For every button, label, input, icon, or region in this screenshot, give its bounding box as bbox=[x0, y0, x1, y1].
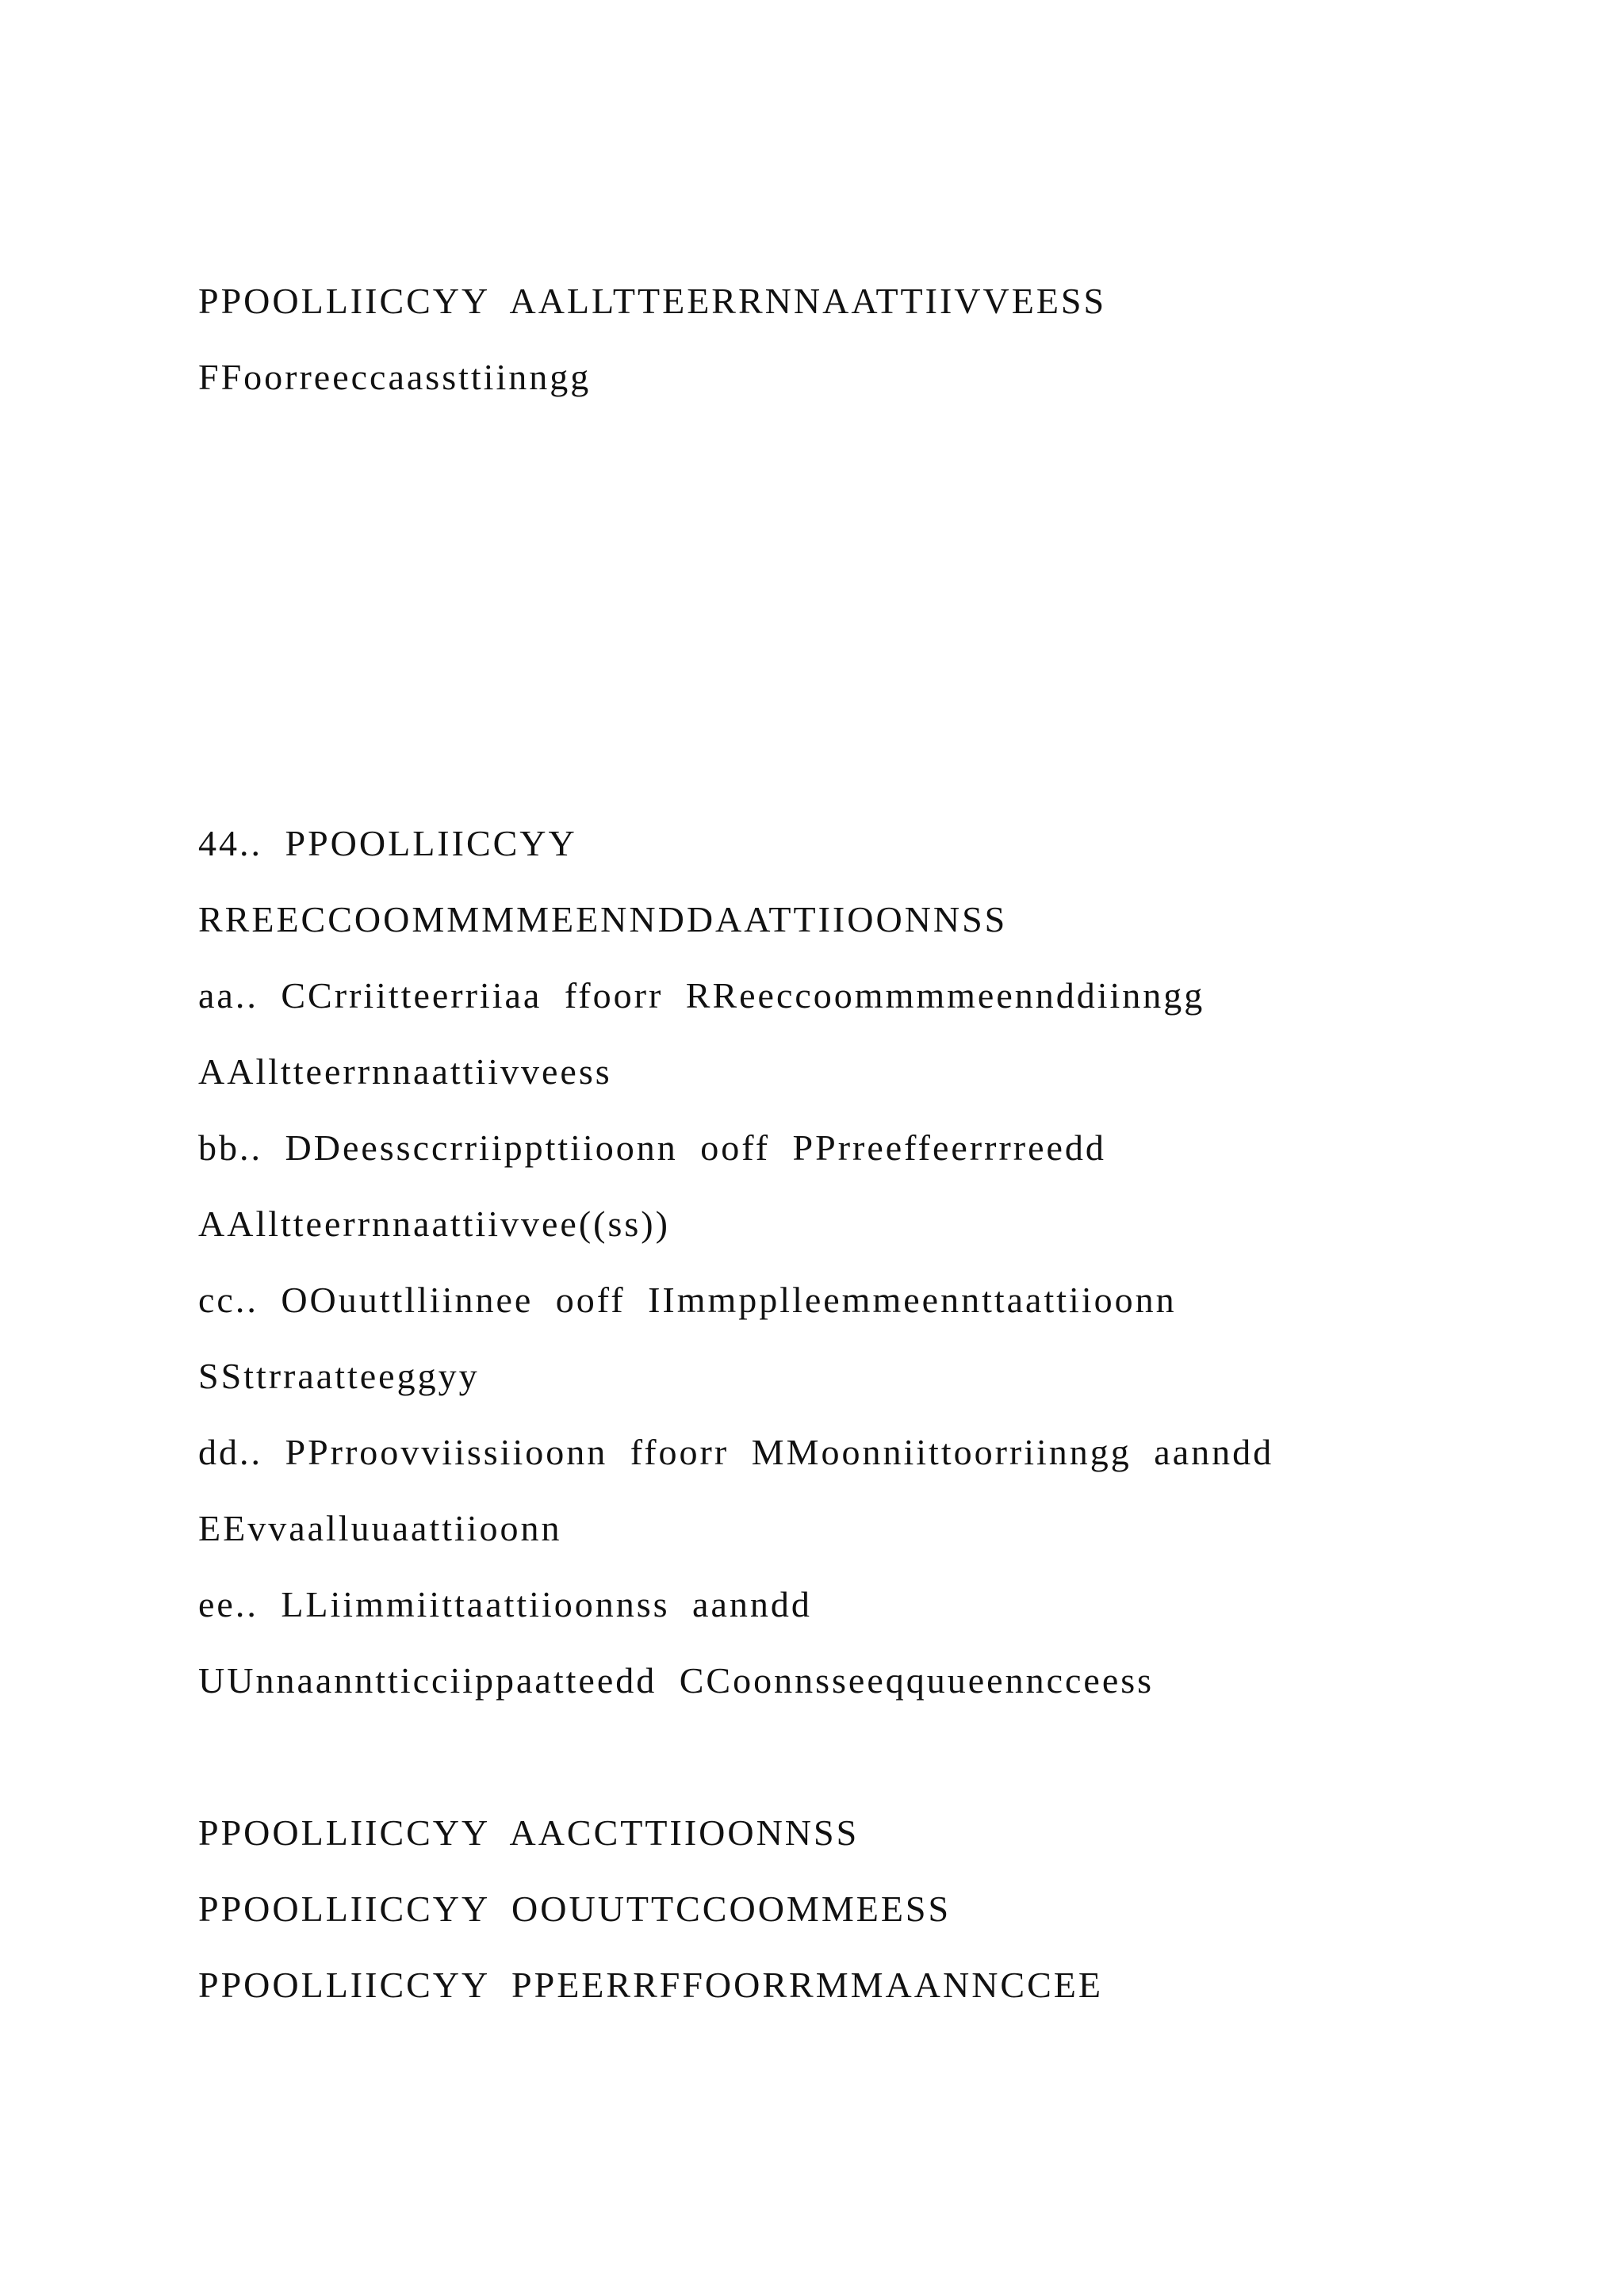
list-item-c-continued: SSttrraatteeggyy bbox=[198, 1356, 480, 1396]
section-heading-continued: RREECCOOMMMMEENNDDAATTIIOONNSS bbox=[198, 899, 1008, 939]
document-subtitle: FFoorreeccaassttiinngg bbox=[198, 357, 592, 397]
list-item-e-continued: UUnnaanntticciippaatteedd CCoonnsseeqquueenncceess bbox=[198, 1660, 1155, 1701]
list-item-e: ee.. LLiimmiittaattiioonnss aanndd bbox=[198, 1584, 812, 1624]
footer-line-outcomes: PPOOLLIICCYY OOUUTTCCOOMMEESS bbox=[198, 1888, 952, 1929]
list-item-b: bb.. DDeessccrriippttiioonn ooff PPrreeffeerrrreedd bbox=[198, 1127, 1106, 1168]
list-item-a-continued: AAlltteerrnnaattiivveess bbox=[198, 1051, 612, 1092]
document-title: PPOOLLIICCYY AALLTTEERRNNAATTIIVVEESS bbox=[198, 281, 1107, 321]
list-item-b-continued: AAlltteerrnnaattiivvee((ss)) bbox=[198, 1203, 670, 1244]
list-item-a: aa.. CCrriitteerriiaa ffoorr RReeccoommmmeennddiinngg bbox=[198, 975, 1205, 1016]
list-item-d: dd.. PPrroovviissiioonn ffoorr MMoonniittoorriinngg aanndd bbox=[198, 1432, 1274, 1472]
list-item-c: cc.. OOuuttlliinnee ooff IImmpplleemmeennttaattiioonn bbox=[198, 1280, 1177, 1320]
footer-line-actions: PPOOLLIICCYY AACCTTIIOONNSS bbox=[198, 1812, 860, 1853]
list-item-d-continued: EEvvaalluuaattiioonn bbox=[198, 1508, 562, 1548]
section-heading: 44.. PPOOLLIICCYY bbox=[198, 823, 577, 863]
footer-line-performance: PPOOLLIICCYY PPEERRFFOORRMMAANNCCEE bbox=[198, 1965, 1103, 2005]
